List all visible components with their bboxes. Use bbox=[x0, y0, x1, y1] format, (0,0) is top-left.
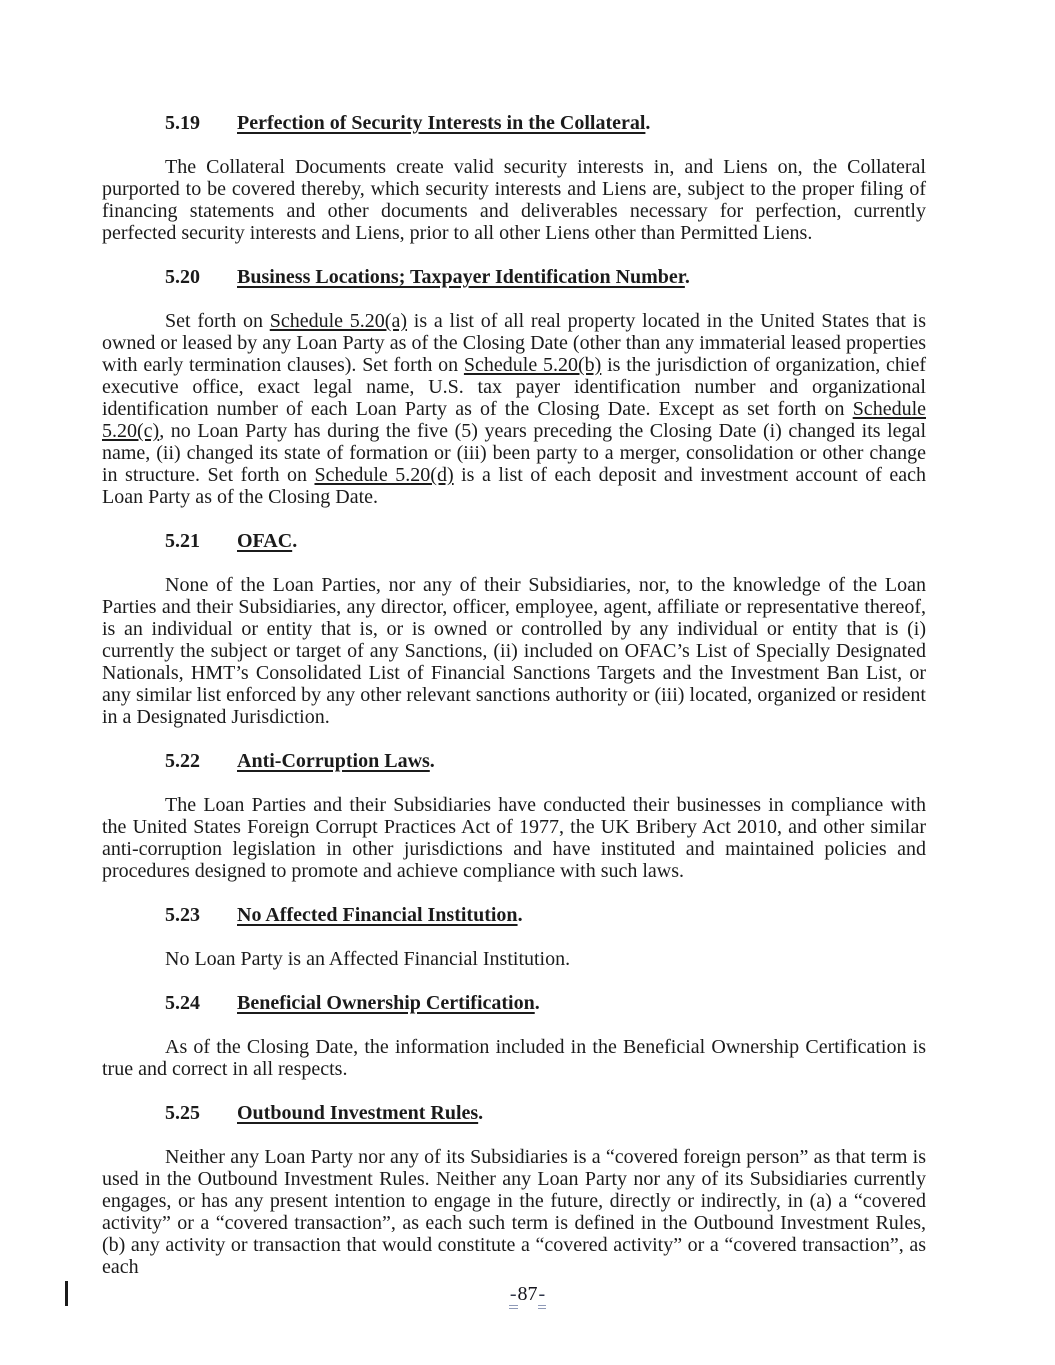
section-title-period: . bbox=[645, 112, 651, 134]
page-number: 87 bbox=[517, 1283, 538, 1305]
section-number: 5.20 bbox=[165, 266, 200, 288]
section-paragraph bbox=[102, 1036, 926, 1080]
page-footer bbox=[0, 1283, 1055, 1305]
section-title: Outbound Investment Rules bbox=[237, 1102, 479, 1124]
section-title: Business Locations; Taxpayer Identification Number bbox=[237, 266, 685, 288]
section-paragraph bbox=[102, 1146, 926, 1278]
paragraph-text: As of the Closing Date, the information included in the Beneficial Ownership Certification is true and correct in all respects. bbox=[102, 1036, 926, 1080]
section-paragraph bbox=[102, 310, 926, 508]
document-section bbox=[102, 266, 926, 508]
section-title: Beneficial Ownership Certification bbox=[237, 992, 535, 1014]
section-title-period: . bbox=[292, 530, 298, 552]
paragraph-text: is the jurisdiction of organization, chief executive office, exact legal name, U.S. tax payer identification number and organizational identification number of each Loan Party as of the Closing Date. Except as set forth on bbox=[102, 354, 927, 420]
section-heading bbox=[102, 750, 926, 772]
section-title-period: . bbox=[478, 1102, 484, 1124]
section-title: Anti-Corruption Laws bbox=[237, 750, 430, 772]
section-paragraph bbox=[102, 156, 926, 244]
document-section bbox=[102, 750, 926, 882]
section-title: OFAC bbox=[237, 530, 293, 552]
section-paragraph bbox=[102, 948, 926, 970]
section-number: 5.25 bbox=[165, 1102, 200, 1124]
document-section bbox=[102, 1102, 926, 1278]
paragraph-text: The Collateral Documents create valid security interests in, and Liens on, the Collateral purported to be covered thereby, which security interests and Liens are, subject to the proper filing of financing statements and other documents and deliverables necessary for perfection, currently perfected security interests and Liens, prior to all other Liens other than Permitted Liens. bbox=[102, 156, 926, 244]
section-number: 5.21 bbox=[165, 530, 200, 552]
section-heading bbox=[102, 112, 926, 134]
paragraph-text: is a list of all real property located in the United States that is owned or leased by any Loan Party as of the Closing Date (other than any immaterial leased properties with early termination clauses). Set forth on bbox=[102, 310, 927, 376]
paragraph-text: , no Loan Party has during the five (5) years preceding the Closing Date (i) changed its legal name, (ii) changed its state of formation or (iii) been party to a merger, consolidation or other change in structure. Set forth on bbox=[102, 420, 926, 486]
schedule-reference: Schedule 5.20(b) bbox=[463, 354, 602, 376]
document-content bbox=[102, 112, 926, 1278]
page-number-right-mark: - bbox=[538, 1283, 547, 1309]
section-title: Perfection of Security Interests in the Collateral bbox=[237, 112, 646, 134]
section-number: 5.23 bbox=[165, 904, 200, 926]
document-section bbox=[102, 112, 926, 244]
section-paragraph bbox=[102, 794, 926, 882]
paragraph-text: None of the Loan Parties, nor any of their Subsidiaries, nor, to the knowledge of the Loan Parties and their Subsidiaries, any director, officer, employee, agent, affiliate or representative thereof, is an individual or entity that is, or is owned or controlled by any individual or entity that is (i) currently the subject or target of any Sanctions, (ii) included on OFAC’s List of Specially Designated Nationals, HMT’s Consolidated List of Financial Sanctions Targets and the Investment Ban List, or any similar list enforced by any other relevant sanctions authority or (iii) located, organized or resident in a Designated Jurisdiction. bbox=[102, 574, 926, 728]
section-title-period: . bbox=[684, 266, 690, 288]
paragraph-text: Set forth on bbox=[165, 310, 270, 332]
section-title: No Affected Financial Institution bbox=[237, 904, 518, 926]
section-number: 5.19 bbox=[165, 112, 200, 134]
paragraph-text: The Loan Parties and their Subsidiaries have conducted their businesses in compliance with the United States Foreign Corrupt Practices Act of 1977, the UK Bribery Act 2010, and other similar anti-corruption legislation in other jurisdictions and have instituted and maintained policies and procedures designed to promote and achieve compliance with such laws. bbox=[102, 794, 926, 882]
paragraph-text: No Loan Party is an Affected Financial Institution. bbox=[165, 948, 571, 970]
schedule-reference: Schedule 5.20(c) bbox=[102, 398, 926, 442]
section-title-period: . bbox=[517, 904, 523, 926]
schedule-reference: Schedule 5.20(d) bbox=[314, 464, 454, 486]
page-number-left-mark: - bbox=[509, 1283, 518, 1309]
section-number: 5.22 bbox=[165, 750, 200, 772]
section-heading bbox=[102, 266, 926, 288]
schedule-reference: Schedule 5.20(a) bbox=[269, 310, 408, 332]
document-section bbox=[102, 904, 926, 970]
paragraph-text: Neither any Loan Party nor any of its Subsidiaries is a “covered foreign person” as that term is used in the Outbound Investment Rules. Neither any Loan Party nor any of its Subsidiaries currently engages, or has any present intention to engage in the future, directly or indirectly, in (a) a “covered activity” or a “covered transaction”, as each such term is defined in the Outbound Investment Rules, (b) any activity or transaction that would constitute a “covered activity” or a “covered transaction”, as each bbox=[102, 1146, 926, 1278]
document-section bbox=[102, 992, 926, 1080]
section-heading bbox=[102, 1102, 926, 1124]
section-heading bbox=[102, 904, 926, 926]
section-paragraph bbox=[102, 574, 926, 728]
section-heading bbox=[102, 992, 926, 1014]
paragraph-text: is a list of each deposit and investment account of each Loan Party as of the Closing Date. bbox=[102, 464, 926, 508]
section-title-period: . bbox=[534, 992, 540, 1014]
section-number: 5.24 bbox=[165, 992, 200, 1014]
section-heading bbox=[102, 530, 926, 552]
section-title-period: . bbox=[429, 750, 435, 772]
document-section bbox=[102, 530, 926, 728]
